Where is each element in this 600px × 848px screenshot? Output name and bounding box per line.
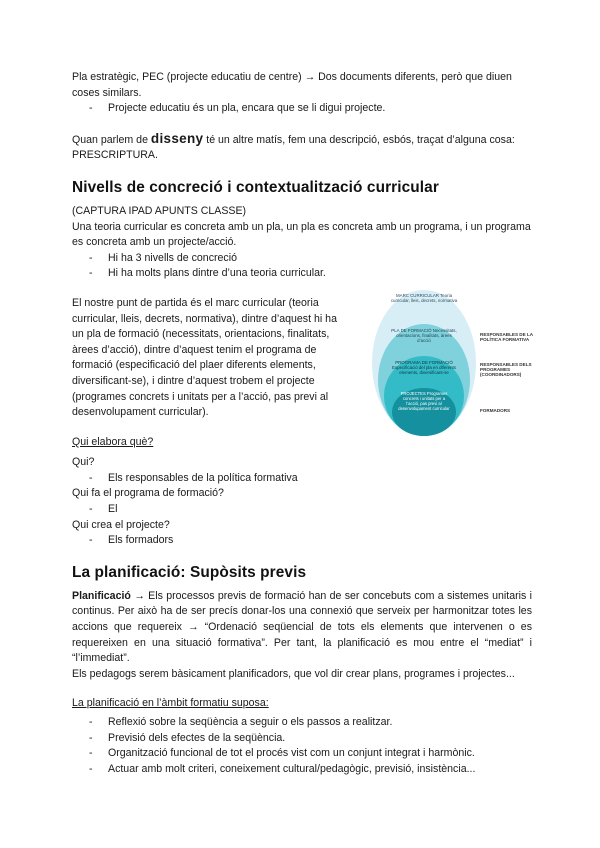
diagram-side-label-trainers: FORMADORS xyxy=(480,408,511,413)
intro-bullet: - Projecte educatiu és un pla, encara que se li digui projecte. xyxy=(72,101,532,117)
intro-paragraph: Pla estratègic, PEC (projecte educatiu de centre) → Dos documents diferents, però que diuen coses similars. xyxy=(72,71,512,99)
question: Qui? xyxy=(72,456,95,469)
section-heading-levels: Nivells de concreció i contextualització curricular xyxy=(72,178,439,196)
design-text-before: Quan parlem de xyxy=(72,133,151,146)
planning-bullet: - Actuar amb molt criteri, coneixement cultural/pedagògic, previsió, insistència... xyxy=(72,762,532,778)
concretion-levels-diagram xyxy=(372,290,532,510)
answer: - Els responsables de la política formativa xyxy=(72,471,532,487)
photo-caption: (CAPTURA IPAD APUNTS CLASSE) xyxy=(72,204,247,217)
answer: - Els formadors xyxy=(72,533,532,549)
levels-bullet: - Hi ha molts plans dintre d’una teoria curricular. xyxy=(72,266,532,282)
planning-definition: → Els processos previs de formació han de ser concebuts com a sistemes unitaris i continus. Per això ha de ser precís donar-los una connexió que serveix per harmonitzar totes les accions que requereix → “Ordenació seqüencial de tots els elements que intervenen o es requereixen en una situació formativa”. Per tant, la planificació es mou entre el “mediat” i “l’immediat”. xyxy=(72,589,532,665)
diagram-label-projects: PROJECTES Programes concrets i unitats per a l’acció, pas previ al desenvolupament curricular xyxy=(398,392,450,411)
framework-paragraph: El nostre punt de partida és el marc curricular (teoria curricular, lleis, decrets, normativa), dintre d’aquest hi ha un pla de formació (necessitats, orientacions, finalitats, àrees d’acció), dintre d’aquest tenim el programa de formació (especificació del plaer diferents elements, diversificant-se), i dintre d’aquest trobem el projecte (programes concrets i unitats per a l’acció, pas previ al desenvolupament curricular). xyxy=(72,296,337,419)
diagram-side-label-coordinators: RESPONSABLES DELS PROGRAMES (COORDINADORS) xyxy=(480,362,532,378)
pedagogues-paragraph: Els pedagogs serem bàsicament planificadors, que vol dir crear plans, programes i projectes... xyxy=(72,667,515,680)
who-subheading: Qui elabora què? xyxy=(72,435,154,448)
diagram-label-framework: MARC CURRICULAR Teoria curricular, lleis, decrets, normativa xyxy=(390,293,458,303)
question: Qui crea el projecte? xyxy=(72,518,170,531)
planning-term: Planificació xyxy=(72,589,131,602)
planning-bullet: - Reflexió sobre la seqüència a seguir o els passos a realitzar. xyxy=(72,715,532,731)
design-text-after: té un altre matís, fem una descripció, esbós, traçat d’alguna cosa: PRESCRIPTURA. xyxy=(72,133,515,162)
design-keyword: disseny xyxy=(150,130,204,146)
diagram-side-label-policy: RESPONSABLES DE LA POLÍTICA FORMATIVA xyxy=(480,332,533,343)
planning-bullet: - Previsió dels efectes de la seqüència. xyxy=(72,731,532,747)
question: Qui fa el programa de formació? xyxy=(72,487,224,500)
planning-bullet: - Organització funcional de tot el procés vist com un conjunt integrat i harmònic. xyxy=(72,746,532,762)
diagram-label-plan: PLA DE FORMACIÓ Necessitats, orientacions, finalitats, àrees d’acció xyxy=(391,328,457,343)
levels-bullet: - Hi ha 3 nivells de concreció xyxy=(72,251,532,267)
nested-ellipses-figure xyxy=(372,290,532,510)
design-paragraph xyxy=(72,131,532,164)
document-page xyxy=(72,70,532,777)
answer: - El xyxy=(72,502,532,518)
planning-subheading: La planificació en l’àmbit formatiu suposa: xyxy=(72,697,269,710)
diagram-label-program: PROGRAMA DE FORMACIÓ Especificació del pla en diferents elements, diversificant-se xyxy=(392,360,456,375)
levels-paragraph: Una teoria curricular es concreta amb un pla, un pla es concreta amb un programa, i un programa es concreta amb un projecte/acció. xyxy=(72,220,531,249)
planning-paragraph xyxy=(72,589,532,667)
section-heading-planning: La planificació: Supòsits previs xyxy=(72,563,307,581)
